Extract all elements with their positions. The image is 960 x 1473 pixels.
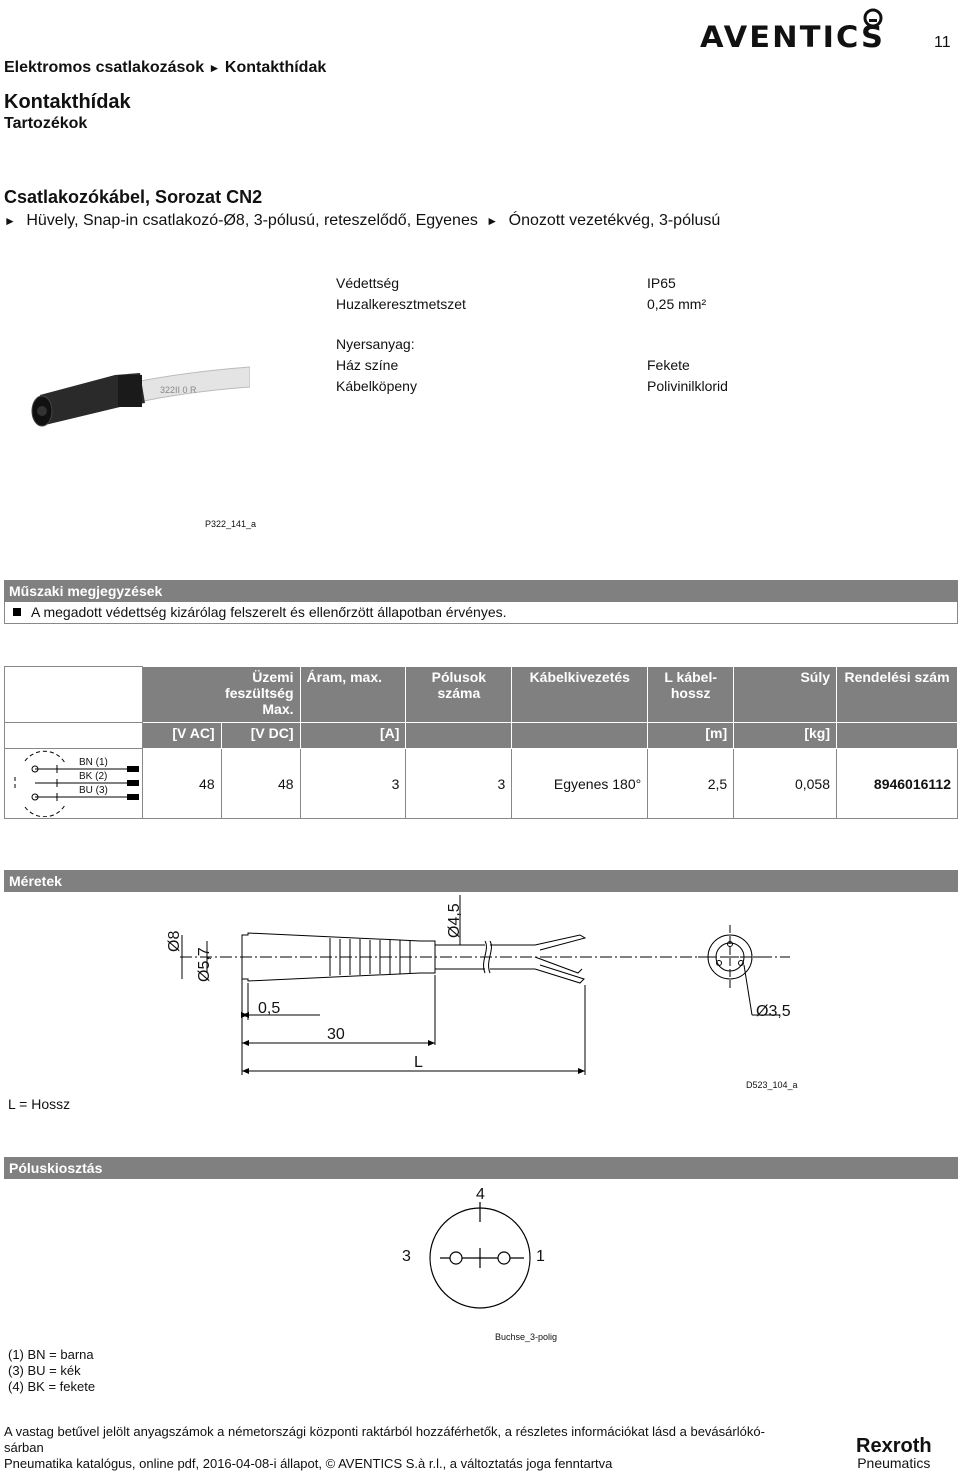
arrow-right-icon: ► [208, 61, 221, 75]
header-length [648, 667, 734, 723]
rexroth-brand: Rexroth [856, 1435, 932, 1457]
cell-vac: 48 [142, 749, 221, 819]
cell-vdc: 48 [221, 749, 300, 819]
header-voltage-line3: Max. [262, 701, 294, 717]
header-order-text: Rendelési szám [844, 669, 950, 685]
cell-outlet: Egyenes 180° [512, 749, 648, 819]
spec-table [4, 666, 958, 819]
unit-blank-poles [406, 723, 512, 749]
header-blank [5, 667, 143, 723]
dim-d45: Ø4,5 [446, 903, 463, 938]
notes-header-text: Műszaki megjegyzések [9, 583, 163, 599]
arrow-right-icon: ► [4, 214, 16, 228]
breadcrumb-page[interactable]: Kontakthídak [224, 59, 327, 76]
pin-4-label: 4 [476, 1186, 485, 1203]
length-legend: L = Hossz [8, 1096, 71, 1112]
wire-bk-label: BK (2) [79, 771, 108, 782]
dimensions-header [4, 870, 958, 892]
header-order [837, 667, 958, 723]
product-description [4, 212, 720, 230]
header-current [300, 667, 406, 723]
dim-l: L [414, 1054, 423, 1071]
brand-name: AVENTICS [700, 20, 886, 54]
image-caption: P322_141_a [205, 519, 257, 529]
breadcrumb-section[interactable]: Elektromos csatlakozások [4, 59, 205, 76]
header-length-line1: L kábel- [664, 669, 718, 685]
cross-section-label: Huzalkeresztmetszet [336, 296, 466, 312]
wire-bn-label: BN (1) [79, 757, 108, 768]
footer-catalog: Pneumatika katalógus, online pdf, 2016-04-08-i állapot, © AVENTICS S.à r.l., a változtatás joga fenntartva [4, 1456, 613, 1471]
svg-text:322II 0 R: 322II 0 R [160, 385, 197, 395]
cell-length: 2,5 [648, 749, 734, 819]
header-poles-line2: száma [437, 685, 481, 701]
housing-color-value: Fekete [647, 357, 690, 373]
header-voltage-line1: Üzemi [252, 669, 294, 685]
product-desc-part1: Hüvely, Snap-in csatlakozó-Ø8, 3-pólusú, reteszelődő, Egyenes [26, 212, 478, 229]
cell-current: 3 [300, 749, 406, 819]
product-desc-part2: Ónozott vezetékvég, 3-pólusú [508, 212, 721, 229]
legend-bu: (3) BU = kék [8, 1363, 81, 1378]
unit-m: [m] [648, 723, 734, 749]
pinout-diagram [420, 1200, 550, 1320]
rexroth-pneumatics: Pneumatics [857, 1455, 931, 1471]
dim-30: 30 [327, 1026, 345, 1043]
page-subtitle: Tartozékok [4, 115, 88, 132]
arrow-right-icon: ► [486, 214, 499, 228]
footer-note-line2: sárban [4, 1440, 44, 1455]
sheath-label: Kábelköpeny [336, 378, 417, 394]
page-title: Kontakthídak [4, 91, 131, 113]
unit-vac: [V AC] [142, 723, 221, 749]
legend-bn: (1) BN = barna [8, 1347, 94, 1362]
dimension-caption: D523_104_a [746, 1080, 798, 1090]
wire-bu-label: BU (3) [79, 785, 108, 796]
header-weight-text: Súly [800, 669, 831, 685]
header-current-text: Áram, max. [306, 669, 382, 685]
header-poles [406, 667, 512, 723]
sheath-value: Polivinilklorid [647, 378, 728, 394]
dim-d35: Ø3,5 [756, 1003, 791, 1020]
units-blank [5, 723, 143, 749]
header-weight [734, 667, 837, 723]
dim-d57: Ø5,7 [196, 947, 213, 982]
header-outlet-text: Kábelkivezetés [529, 669, 630, 685]
header-poles-line1: Pólusok [431, 669, 487, 685]
footer-note-line1: A vastag betűvel jelölt anyagszámok a németországi központi raktárból hozzáférhetők, a részletes információkat lásd a bevásárlókó- [4, 1424, 765, 1439]
aventics-logo [700, 6, 886, 52]
notes-header [4, 580, 958, 602]
header-voltage [142, 667, 300, 723]
header-voltage-line2: feszültség [225, 685, 294, 701]
connector-photo [20, 345, 250, 435]
protection-label: Védettség [336, 275, 400, 291]
dimension-drawing [160, 895, 810, 1085]
unit-vdc: [V DC] [221, 723, 300, 749]
header-outlet [512, 667, 648, 723]
cell-order-number[interactable]: 8946016112 [837, 749, 958, 819]
dimensions-header-text: Méretek [9, 873, 62, 889]
cell-weight: 0,058 [734, 749, 837, 819]
unit-kg: [kg] [734, 723, 837, 749]
rexroth-logo [856, 1436, 932, 1470]
pinout-header [4, 1157, 958, 1179]
wiring-diagram-cell [5, 749, 143, 819]
table-row [5, 749, 958, 819]
protection-value: IP65 [647, 275, 676, 291]
pin-1-label: 1 [536, 1248, 545, 1265]
notes-item: A megadott védettség kizárólag felszerelt és ellenőrzött állapotban érvényes. [31, 604, 507, 620]
footer-note [4, 1424, 824, 1472]
page-number: 11 [934, 34, 951, 51]
unit-a: [A] [300, 723, 406, 749]
pinout-header-text: Póluskiosztás [9, 1160, 103, 1176]
cross-section-value: 0,25 mm² [647, 296, 707, 312]
table-header-row [5, 667, 958, 723]
dim-05: 0,5 [258, 1000, 281, 1017]
housing-color-label: Ház színe [336, 357, 399, 373]
product-title: Csatlakozókábel, Sorozat CN2 [4, 187, 263, 207]
unit-blank-order [837, 723, 958, 749]
material-label: Nyersanyag: [336, 336, 415, 352]
pin-3-label: 3 [402, 1248, 411, 1265]
table-units-row [5, 723, 958, 749]
bullet-square-icon [13, 608, 21, 616]
pinout-legend [8, 1347, 95, 1395]
notes-box [4, 602, 958, 624]
dim-d8: Ø8 [166, 930, 183, 952]
breadcrumb [4, 59, 326, 77]
unit-blank-outlet [512, 723, 648, 749]
wiring-diagram-icon [5, 749, 141, 817]
cell-poles: 3 [406, 749, 512, 819]
header-length-line2: hossz [670, 685, 711, 701]
pinout-caption: Buchse_3-polig [495, 1332, 558, 1342]
legend-bk: (4) BK = fekete [8, 1379, 96, 1394]
